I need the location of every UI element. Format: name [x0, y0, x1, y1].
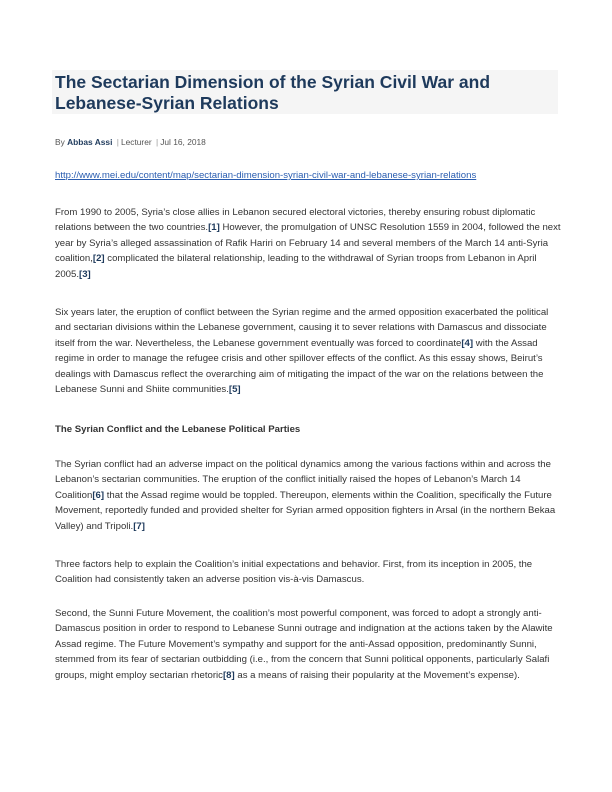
paragraph-text: However, the promulgation of UNSC Resolution 1559 in 2004, followed the next year by Syria’s alleged assassination of Rafik Hariri on February 14 and several members of the March 14 anti-Syria coalition,: [55, 222, 561, 265]
author-role: Lecturer: [120, 137, 152, 147]
paragraph-text: Second, the Sunni Future Movement, the coalition’s most powerful component, was forced to adopt a strongly anti-Damascus position in order to respond to Lebanese Sunni outrage and indignation at the actions taken by the Alawite Assad regime. The Future Movement’s sympathy and support for the anti-Assad opposition, predominantly Sunni, stemmed from its fear of sectarian outbidding (i.e., from the concern that Sunni political opponents, particularly Salafi groups, might employ sectarian rhetoric: [55, 608, 553, 681]
footnote-ref-2[interactable]: [2]: [92, 253, 105, 265]
article-title: The Sectarian Dimension of the Syrian Civil War and Lebanese-Syrian Relations: [55, 72, 491, 113]
footnote-ref-8[interactable]: [8]: [222, 669, 235, 681]
byline-prefix: By: [55, 137, 65, 147]
paragraph-text: as a means of raising their popularity at the Movement’s expense).: [234, 669, 520, 681]
footnote-ref-7[interactable]: [7]: [133, 520, 145, 532]
byline-separator: |: [116, 137, 119, 147]
paragraph-text: with the Assad regime in order to manage the refugee crisis and other spillover effects of the conflict. As this essay shows, Beirut’s dealings with Damascus reflect the overarching aim of mitigating the impact of the war on the relations between the Lebanese Sunni and Shiite communities.: [55, 337, 544, 396]
author-link[interactable]: Abbas Assi: [67, 137, 113, 147]
footnote-ref-1[interactable]: [1]: [208, 222, 220, 234]
byline-separator: |: [156, 137, 159, 147]
paragraph-2: [55, 305, 561, 397]
byline: [55, 137, 206, 147]
publish-date: Jul 16, 2018: [160, 137, 206, 147]
footnote-ref-6[interactable]: [6]: [92, 489, 105, 501]
section-heading: The Syrian Conflict and the Lebanese Political Parties: [55, 424, 301, 435]
footnote-ref-4[interactable]: [4]: [461, 337, 474, 349]
paragraph-1: [55, 205, 561, 282]
source-url-link[interactable]: http://www.mei.edu/content/map/sectarian-dimension-syrian-civil-war-and-lebanese-syrian-relations: [55, 170, 477, 181]
paragraph-text: The Syrian conflict had an adverse impact on the political dynamics among the various factions within and across the Lebanon’s sectarian communities. The eruption of the conflict initially raised the hopes of Lebanon’s March 14 Coalition: [55, 459, 551, 501]
paragraph-3: [55, 457, 561, 534]
footnote-ref-5[interactable]: [5]: [228, 384, 241, 396]
paragraph-4: Three factors help to explain the Coalition’s initial expectations and behavior. First, from its inception in 2005, the Coalition had consistently taken an adverse position vis-à-vis Damascus.: [55, 559, 533, 586]
paragraph-text: complicated the bilateral relationship, leading to the withdrawal of Syrian troops from Lebanon in April 2005.: [55, 253, 537, 280]
paragraph-text: Six years later, the eruption of conflict between the Syrian regime and the armed opposition exacerbated the political and sectarian divisions within the Lebanese government, causing it to sever relations with Damascus and dissociate itself from the war. Nevertheless, the Lebanese government eventually was forced to coordinate: [55, 307, 549, 349]
paragraph-text: that the Assad regime would be toppled. Thereupon, elements within the Coalition, specifically the Future Movement, reportedly funded and provided shelter for Syrian armed opposition fighters in Arsal (in the northern Bekaa Valley) and Tripoli.: [55, 489, 556, 532]
paragraph-5: [55, 606, 561, 683]
paragraph-text: From 1990 to 2005, Syria’s close allies in Lebanon secured electoral victories, thereby ensuring robust diplomatic relations between the two countries.: [55, 207, 536, 234]
footnote-ref-3[interactable]: [3]: [79, 268, 91, 280]
